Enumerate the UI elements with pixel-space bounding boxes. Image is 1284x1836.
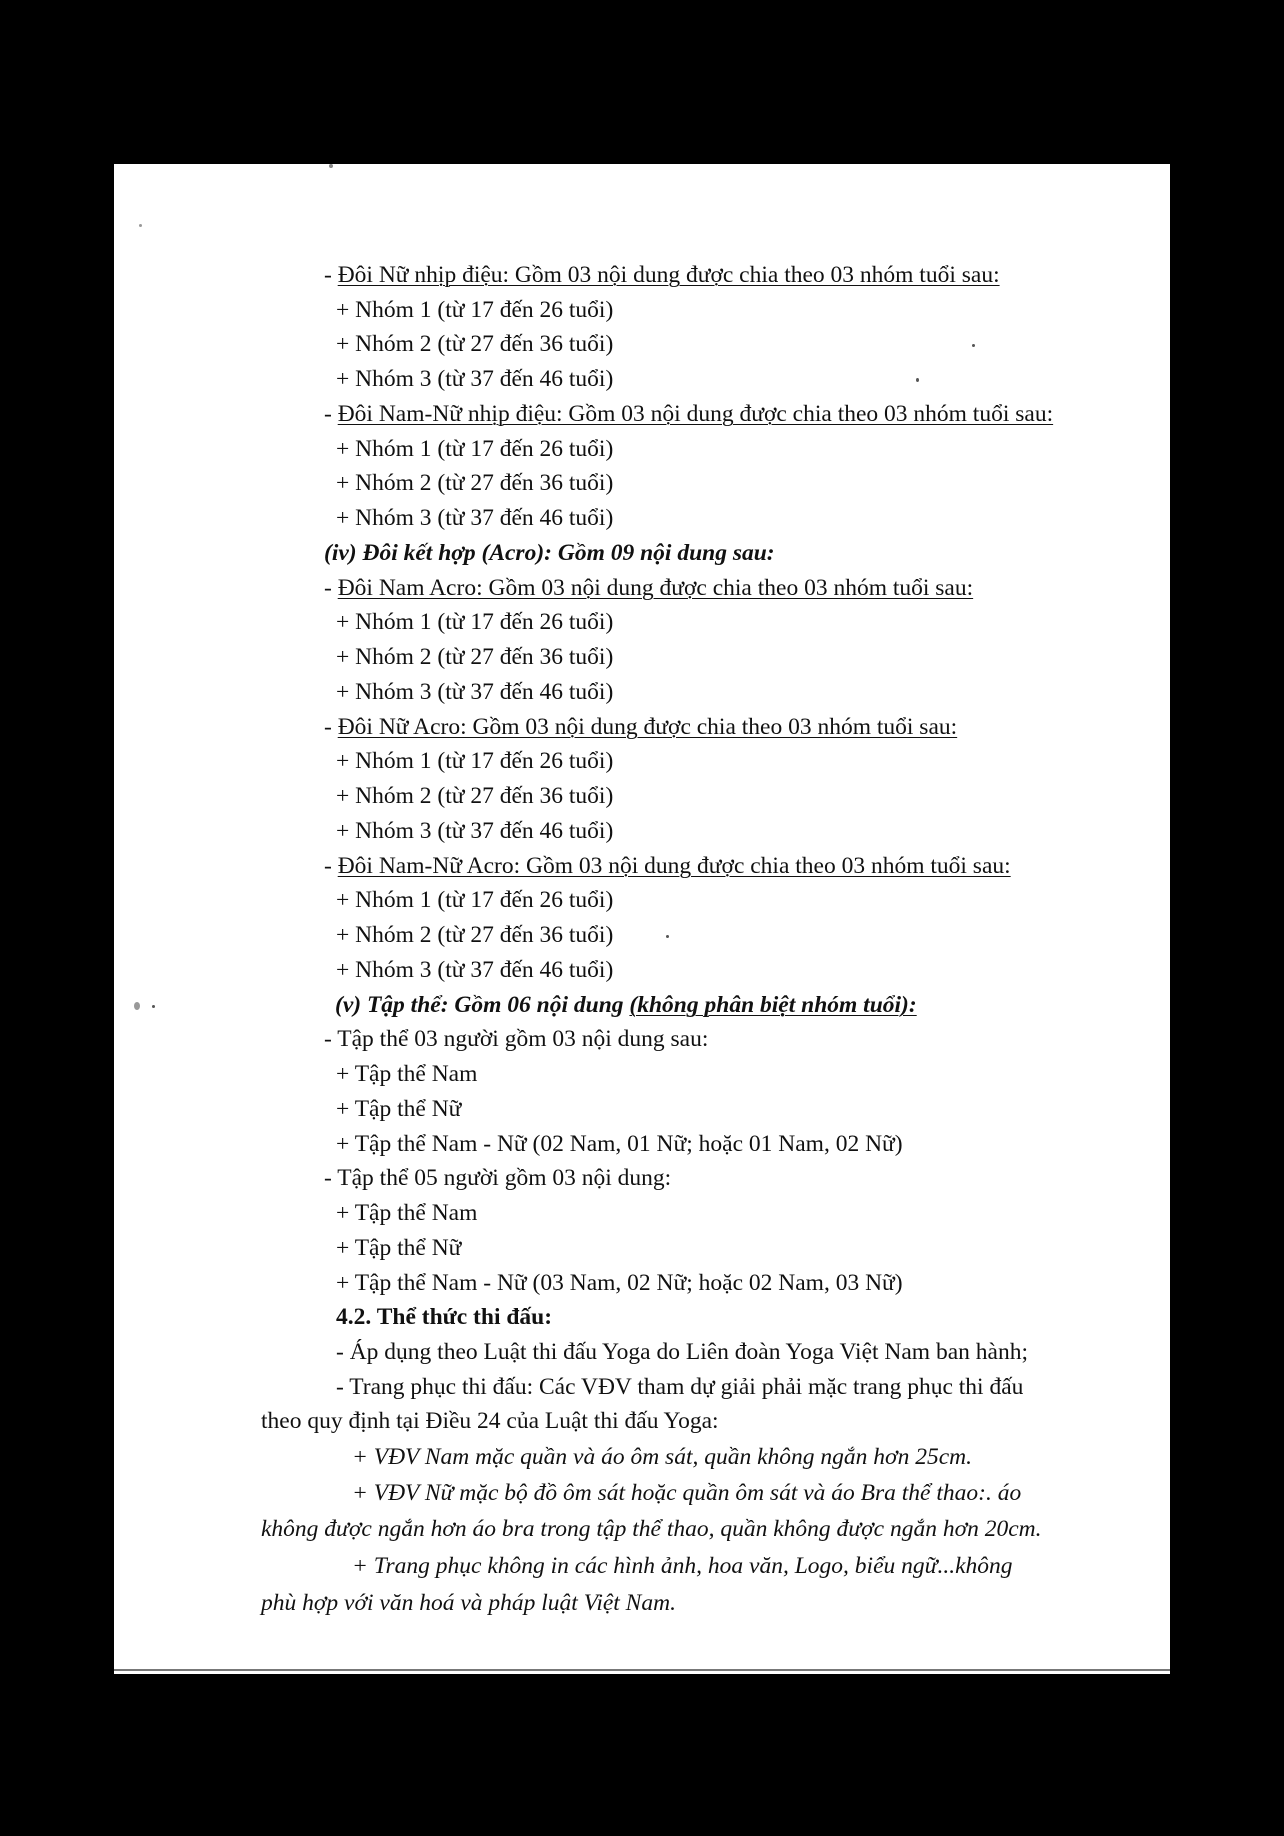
list-item: + Nhóm 2 (từ 27 đến 36 tuổi) — [336, 644, 614, 670]
document-page — [114, 164, 1170, 1674]
attire-print-line2: phù hợp với văn hoá và pháp luật Việt Nam. — [261, 1590, 676, 1616]
list-item: + Tập thể Nữ — [336, 1235, 462, 1261]
section-42-title: 4.2. Thể thức thi đấu: — [336, 1304, 553, 1330]
acro-section-title: (iv) Đôi kết hợp (Acro): Gồm 09 nội dung sau: — [324, 540, 775, 566]
list-item: + Tập thể Nữ — [336, 1096, 462, 1122]
scan-speck — [666, 935, 669, 938]
attire-paragraph-line2: theo quy định tại Điều 24 của Luật thi đấu Yoga: — [261, 1408, 719, 1434]
list-item: + Nhóm 3 (từ 37 đến 46 tuổi) — [336, 679, 614, 705]
attire-paragraph-line1: - Trang phục thi đấu: Các VĐV tham dự giải phải mặc trang phục thi đấu — [336, 1374, 1024, 1400]
scan-speck — [972, 344, 975, 347]
list-item: + Tập thể Nam - Nữ (02 Nam, 01 Nữ; hoặc 01 Nam, 02 Nữ) — [336, 1131, 903, 1157]
list-item: + Nhóm 3 (từ 37 đến 46 tuổi) — [336, 366, 614, 392]
bottom-rule — [114, 1669, 1170, 1671]
list-item: + Tập thể Nam — [336, 1061, 478, 1087]
scan-speck — [152, 1005, 155, 1008]
rule-applied-text: - Áp dụng theo Luật thi đấu Yoga do Liên đoàn Yoga Việt Nam ban hành; — [336, 1339, 1028, 1365]
attire-women-line2: không được ngắn hơn áo bra trong tập thể thao, quần không được ngắn hơn 20cm. — [261, 1516, 1042, 1542]
list-item: + Nhóm 2 (từ 27 đến 36 tuổi) — [336, 783, 614, 809]
list-item: + Nhóm 1 (từ 17 đến 26 tuổi) — [336, 748, 614, 774]
scan-speck — [139, 224, 142, 227]
doubles-mixed-rhythmic-heading: - Đôi Nam-Nữ nhịp điệu: Gồm 03 nội dung được chia theo 03 nhóm tuổi sau: — [324, 401, 1054, 427]
doubles-women-acro-heading: - Đôi Nữ Acro: Gồm 03 nội dung được chia theo 03 nhóm tuổi sau: — [324, 714, 958, 740]
list-item: + Nhóm 2 (từ 27 đến 36 tuổi) — [336, 922, 614, 948]
doubles-women-rhythmic-heading: - Đôi Nữ nhịp điệu: Gồm 03 nội dung được chia theo 03 nhóm tuổi sau: — [324, 262, 1000, 288]
page-content — [114, 164, 1170, 1674]
doubles-mixed-acro-heading: - Đôi Nam-Nữ Acro: Gồm 03 nội dung được chia theo 03 nhóm tuổi sau: — [324, 853, 1011, 879]
list-item: + Nhóm 3 (từ 37 đến 46 tuổi) — [336, 505, 614, 531]
list-item: + Nhóm 2 (từ 27 đến 36 tuổi) — [336, 470, 614, 496]
scan-speck — [134, 1002, 140, 1010]
doubles-women-acro-heading-text: Đôi Nữ Acro: Gồm 03 nội dung được chia theo 03 nhóm tuổi sau: — [337, 714, 958, 740]
doubles-mixed-acro-heading-text: Đôi Nam-Nữ Acro: Gồm 03 nội dung được chia theo 03 nhóm tuổi sau: — [337, 853, 1011, 879]
list-item: + Nhóm 1 (từ 17 đến 26 tuổi) — [336, 436, 614, 462]
list-item: + Tập thể Nam — [336, 1200, 478, 1226]
team-section-note: (không phân biệt nhóm tuổi): — [629, 992, 917, 1018]
team3-heading: - Tập thể 03 người gồm 03 nội dung sau: — [324, 1026, 709, 1052]
doubles-men-acro-heading: - Đôi Nam Acro: Gồm 03 nội dung được chia theo 03 nhóm tuổi sau: — [324, 575, 974, 601]
attire-women-line1: + VĐV Nữ mặc bộ đồ ôm sát hoặc quần ôm sát và áo Bra thể thao:. áo — [352, 1480, 1022, 1506]
scan-speck — [916, 378, 919, 382]
team-section-title-text: (v) Tập thể: Gồm 06 nội dung — [335, 992, 630, 1018]
list-item: + Nhóm 2 (từ 27 đến 36 tuổi) — [336, 331, 614, 357]
doubles-mixed-rhythmic-heading-text: Đôi Nam-Nữ nhịp điệu: Gồm 03 nội dung được chia theo 03 nhóm tuổi sau: — [337, 401, 1054, 427]
list-item: + Nhóm 1 (từ 17 đến 26 tuổi) — [336, 297, 614, 323]
doubles-men-acro-heading-text: Đôi Nam Acro: Gồm 03 nội dung được chia theo 03 nhóm tuổi sau: — [337, 575, 974, 601]
list-item: + Nhóm 1 (từ 17 đến 26 tuổi) — [336, 887, 614, 913]
list-item: + Tập thể Nam - Nữ (03 Nam, 02 Nữ; hoặc 02 Nam, 03 Nữ) — [336, 1270, 903, 1296]
doubles-women-rhythmic-heading-text: Đôi Nữ nhịp điệu: Gồm 03 nội dung được chia theo 03 nhóm tuổi sau: — [337, 262, 1000, 288]
list-item: + Nhóm 3 (từ 37 đến 46 tuổi) — [336, 818, 614, 844]
attire-print-line1: + Trang phục không in các hình ảnh, hoa văn, Logo, biểu ngữ...không — [352, 1553, 1013, 1579]
list-item: + Nhóm 3 (từ 37 đến 46 tuổi) — [336, 957, 614, 983]
team-section-title — [335, 994, 917, 1018]
list-item: + Nhóm 1 (từ 17 đến 26 tuổi) — [336, 609, 614, 635]
attire-men-text: + VĐV Nam mặc quần và áo ôm sát, quần không ngắn hơn 25cm. — [352, 1444, 972, 1470]
team5-heading: - Tập thể 05 người gồm 03 nội dung: — [324, 1165, 672, 1191]
scan-speck — [329, 164, 333, 168]
